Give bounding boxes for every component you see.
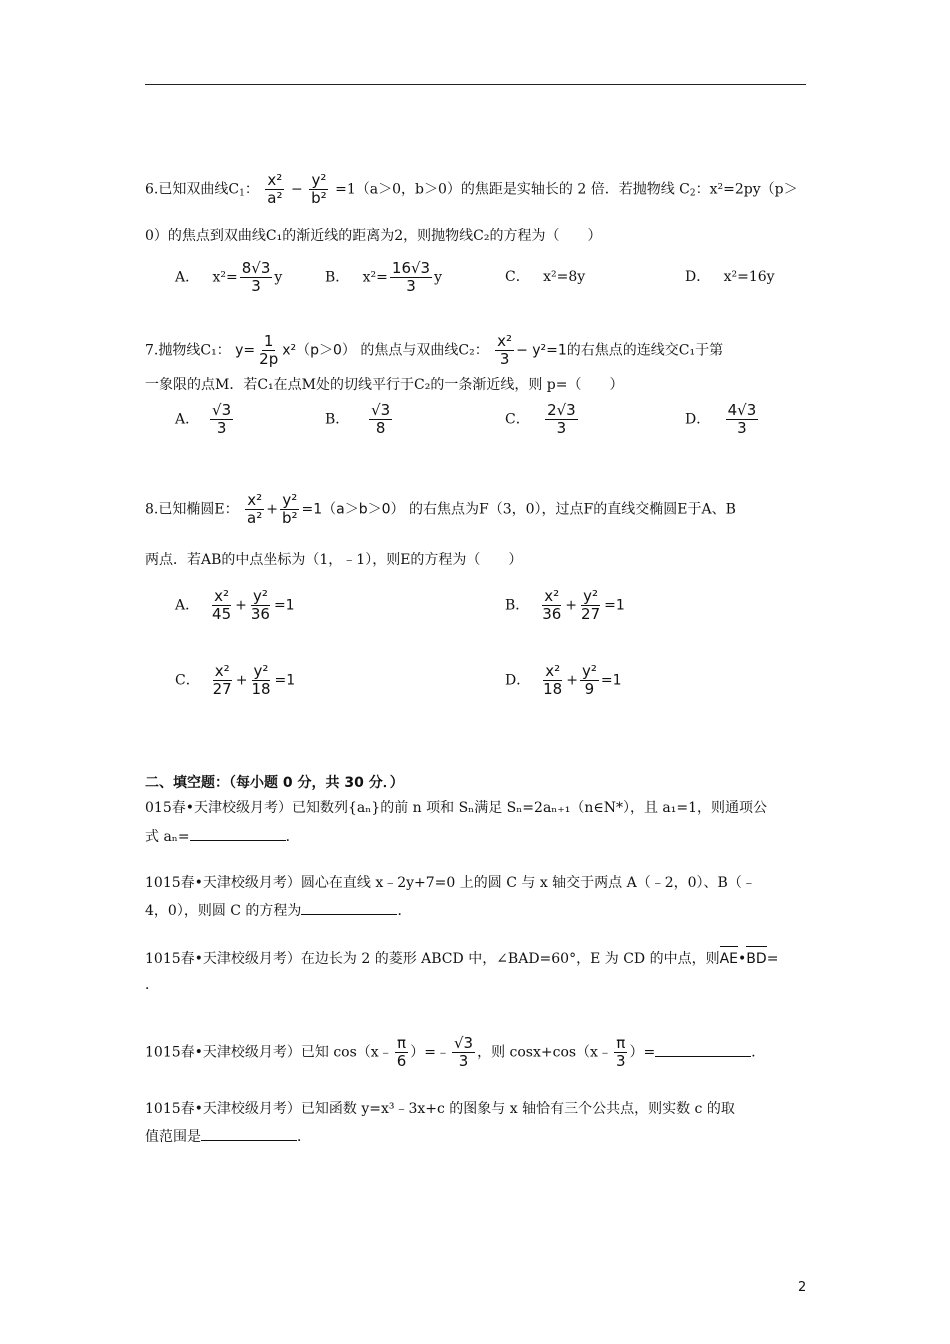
q6-fraction-y: $\frac{\text{y²}}{\text{b²}}$ [311, 171, 327, 207]
q7-option-c: C． $\frac{2√3}{3}$ [505, 401, 576, 437]
q6-option-b: B． x²= $\frac{16√3}{3}$ y [325, 259, 443, 295]
q6-option-a: A． x²= $\frac{8√3}{3}$ y [175, 259, 283, 295]
fill1-line1: 015春•天津校级月考）已知数列{aₙ}的前 n 项和 Sₙ满足 Sₙ=2aₙ₊₁（n∈N*），且 a₁=1，则通项公 [145, 800, 768, 816]
q8-line2: 两点．若AB的中点坐标为（1，﹣1），则E的方程为（ ） [145, 552, 523, 568]
q7-option-b: B． $\frac{√3}{8}$ [325, 401, 391, 437]
fill3-line2: ． [145, 977, 159, 993]
fill1-line2: 式 aₙ= ． [145, 826, 300, 847]
q7-line1: 7.抛物线C₁： y= $\frac{1}{2p}$ x²（p＞0） 的焦点与双曲线C₂： $\frac{\text{x²}}{3}$ − y²=1的右焦点的连线交C₁于第 [145, 332, 724, 368]
fill2-line1: 1015春•天津校级月考）圆心在直线 x﹣2y+7=0 上的圆 C 与 x 轴交于两点 A（﹣2，0）、B（﹣ [145, 875, 756, 891]
q7-option-d: D． $\frac{4√3}{3}$ [685, 401, 757, 437]
q7-option-a: A． $\frac{√3}{3}$ [175, 401, 232, 437]
q6-option-d: D． x²=16y [685, 269, 775, 285]
fill5-line2: 值范围是 ． [145, 1126, 311, 1147]
q6-option-c: C． x²=8y [505, 269, 586, 285]
q8-option-a: A． $\frac{\text{x²}}{45}$ + $\frac{\text{y²}}{36}$ =1 [175, 587, 295, 623]
fill4-line: 1015春•天津校级月考）已知 cos（x﹣ $\frac{\pi}{6}$ ）=﹣ $\frac{√3}{3}$ ，则 cosx+cos（x﹣ $\frac{\pi}{3}$ ）= ． [145, 1034, 766, 1070]
page-number: 2 [798, 1280, 807, 1295]
q6-line1: 6.已知双曲线$C_1$： $\frac{\text{x²}}{\text{a²}}$ − $\frac{\text{y²}}{\text{b²}}$ =1（a＞0，b＞0）的焦距是实轴长的 2 倍．若抛物线 $C_2$：x²=2py（p＞ [145, 171, 798, 207]
q8-option-d: D． $\frac{\text{x²}}{18}$ + $\frac{\text{y²}}{9}$ =1 [505, 662, 622, 698]
vector-ae: AE [719, 951, 739, 967]
q6-line2: 0）的焦点到双曲线C₁的渐近线的距离为2，则抛物线C₂的方程为（ ） [145, 228, 602, 244]
fill2-blank[interactable] [301, 900, 397, 915]
fill5-blank[interactable] [201, 1126, 297, 1141]
q8-option-c: C． $\frac{\text{x²}}{27}$ + $\frac{\text{y²}}{18}$ =1 [175, 662, 296, 698]
header-rule [145, 84, 806, 85]
vector-bd: BD [746, 951, 767, 967]
q8-option-b: B． $\frac{\text{x²}}{36}$ + $\frac{\text{y²}}{27}$ =1 [505, 587, 625, 623]
fill5-line1: 1015春•天津校级月考）已知函数 y=x³﹣3x+c 的图象与 x 轴恰有三个公共点，则实数 c 的取 [145, 1101, 735, 1117]
fill2-line2: 4，0），则圆 C 的方程为 ． [145, 900, 411, 921]
fill1-blank[interactable] [190, 826, 286, 841]
fill4-blank[interactable] [655, 1042, 751, 1057]
section-title: 二、填空题：（每小题 0 分，共 30 分．） [145, 775, 404, 791]
q7-line2: 一象限的点M．若C₁在点M处的切线平行于C₂的一条渐近线，则 p=（ ） [145, 377, 624, 393]
fill3-line1: 1015春•天津校级月考）在边长为 2 的菱形 ABCD 中，∠BAD=60°，E 为 CD 的中点，则AE•BD= [145, 951, 779, 967]
q6-fraction-x: $\frac{\text{x²}}{\text{a²}}$ [267, 171, 283, 207]
q8-line1: 8.已知椭圆E： $\frac{\text{x²}}{\text{a²}}$ + $\frac{\text{y²}}{\text{b²}}$ =1（a＞b＞0） 的右焦点为F（3，0），过点F的直线交椭圆E于A、B [145, 491, 736, 527]
